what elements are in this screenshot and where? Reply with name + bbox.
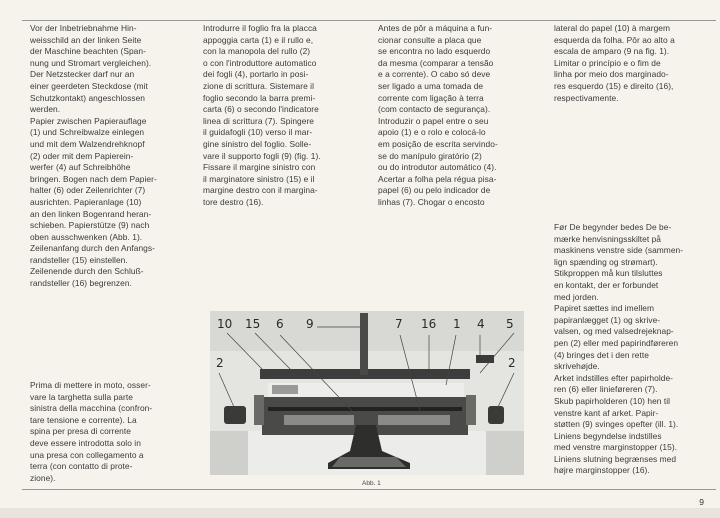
callout-label: 7 [395, 317, 403, 331]
figure-caption: Abb. 1 [362, 480, 381, 487]
german-column: Vor der Inbetriebnahme Hin- weisschild an der linken Seite der Maschine beachten (Span- nung und Stromart vergleichen). Der Netzstecker darf nur an einer geerdeten Steckdose (mit Schutzkontakt) angeschlossen werden. Papier zwischen Papierauflage (1) und Schreibwalze einlegen und mit dem Walzendrehknopf (2) oder mit dem Papierein- werfer (4) auf Schreibhöhe bringen. Bogen nach dem Papier- halter (6) oder Zeilenrichter (7) ausrichten. Papieranlage (10) an den linken Bogenrand heran- schieben. Papierstütze (9) nach oben ausschwenken (Abb. 1). Zeilenanfang durch den Anfangs- randsteller (15) einstellen. Zeilenende durch den Schluß- randsteller (16) begrenzen. [30, 23, 157, 289]
page-number: 9 [699, 497, 704, 507]
callout-label: 15 [245, 317, 261, 331]
italian-column-top: Introdurre il foglio fra la placca appoggia carta (1) e il rullo e, con la manopola del rullo (2) o con l'introduttore automatico dei fogli (4), portarlo in posi- zione di scrittura. Sistemare il foglio secondo la barra premi- carta (6) o secondo l'indicatore linea di scrittura (7). Spingere il guidafogli (10) verso il mar- gine sinistro del foglio. Solle- vare il supporto fogli (9) (fig. 1). Fissare il margine sinistro con il marginatore sinistro (15) e il margine destro con il margina- tore destro (16). [203, 23, 321, 207]
page-edge [0, 508, 720, 518]
callout-label: 2 [216, 356, 224, 370]
callout-label: 10 [217, 317, 233, 331]
callout-label: 16 [421, 317, 437, 331]
portuguese-column: Antes de pôr a máquina a fun- cionar consulte a placa que se encontra no lado esquerdo da mesma (comparar a tensão e a corrente). O cabo só deve ser ligado a uma tomada de corrente com ligação à terra (com contacto de segurança). Introduzir o papel entre o seu apoio (1) e o rolo e colocá-lo em posição de escrita servindo- se do manípulo giratório (2) ou do introdutor automático (4). Acertar a folha pela régua pisa- papel (6) ou pelo indicador de linhas (7). Chogar o encosto [378, 23, 498, 207]
callout-label: 5 [506, 317, 514, 331]
italian-column-bottom: Prima di mettere in moto, osser- vare la targhetta sulla parte sinistra della macchina (confron- tare tensione e corrente). La spina per presa di corrente deve essere introdotta solo in una presa con collegamento a terra (con contatto di prote- zione). [30, 380, 153, 483]
callout-label: 2 [508, 356, 516, 370]
portuguese-column-continued: lateral do papel (10) à margem esquerda da folha. Pôr ao alto a escala de amparo (9 na fig. 1). Limitar o princípio e o fim de linha por meio dos marginado- res esquerdo (15) e direito (16), respectivamente. [554, 23, 675, 103]
top-rule [22, 20, 716, 21]
bottom-rule [22, 489, 716, 490]
typewriter-illustration [210, 311, 524, 475]
callout-label: 4 [477, 317, 485, 331]
danish-column: Før De begynder bedes De be- mærke henvisningsskiltet på maskinens venstre side (sammen- lign spænding og strømart). Stikproppen må kun tilsluttes en kontakt, der er forbundet med jorden. Papiret sættes ind imellem papiranlægget (1) og skrive- valsen, og med valsedrejeknap- pen (2) eller med papirindføreren (4) bringes det i den rette skrivehøjde. Arket indstilles efter papirholde- ren (6) eller linieføreren (7). Skub papirholderen (10) hen til venstre kant af arket. Papir- støtten (9) svinges opefter (ill. 1). Liniens begyndelse indstilles med venstre marginstopper (15). Liniens slutning begrænses med højre marginstopper (16). [554, 222, 684, 476]
typewriter-figure [210, 311, 524, 475]
callout-label: 1 [453, 317, 461, 331]
callout-label: 6 [276, 317, 284, 331]
callout-label: 9 [306, 317, 314, 331]
